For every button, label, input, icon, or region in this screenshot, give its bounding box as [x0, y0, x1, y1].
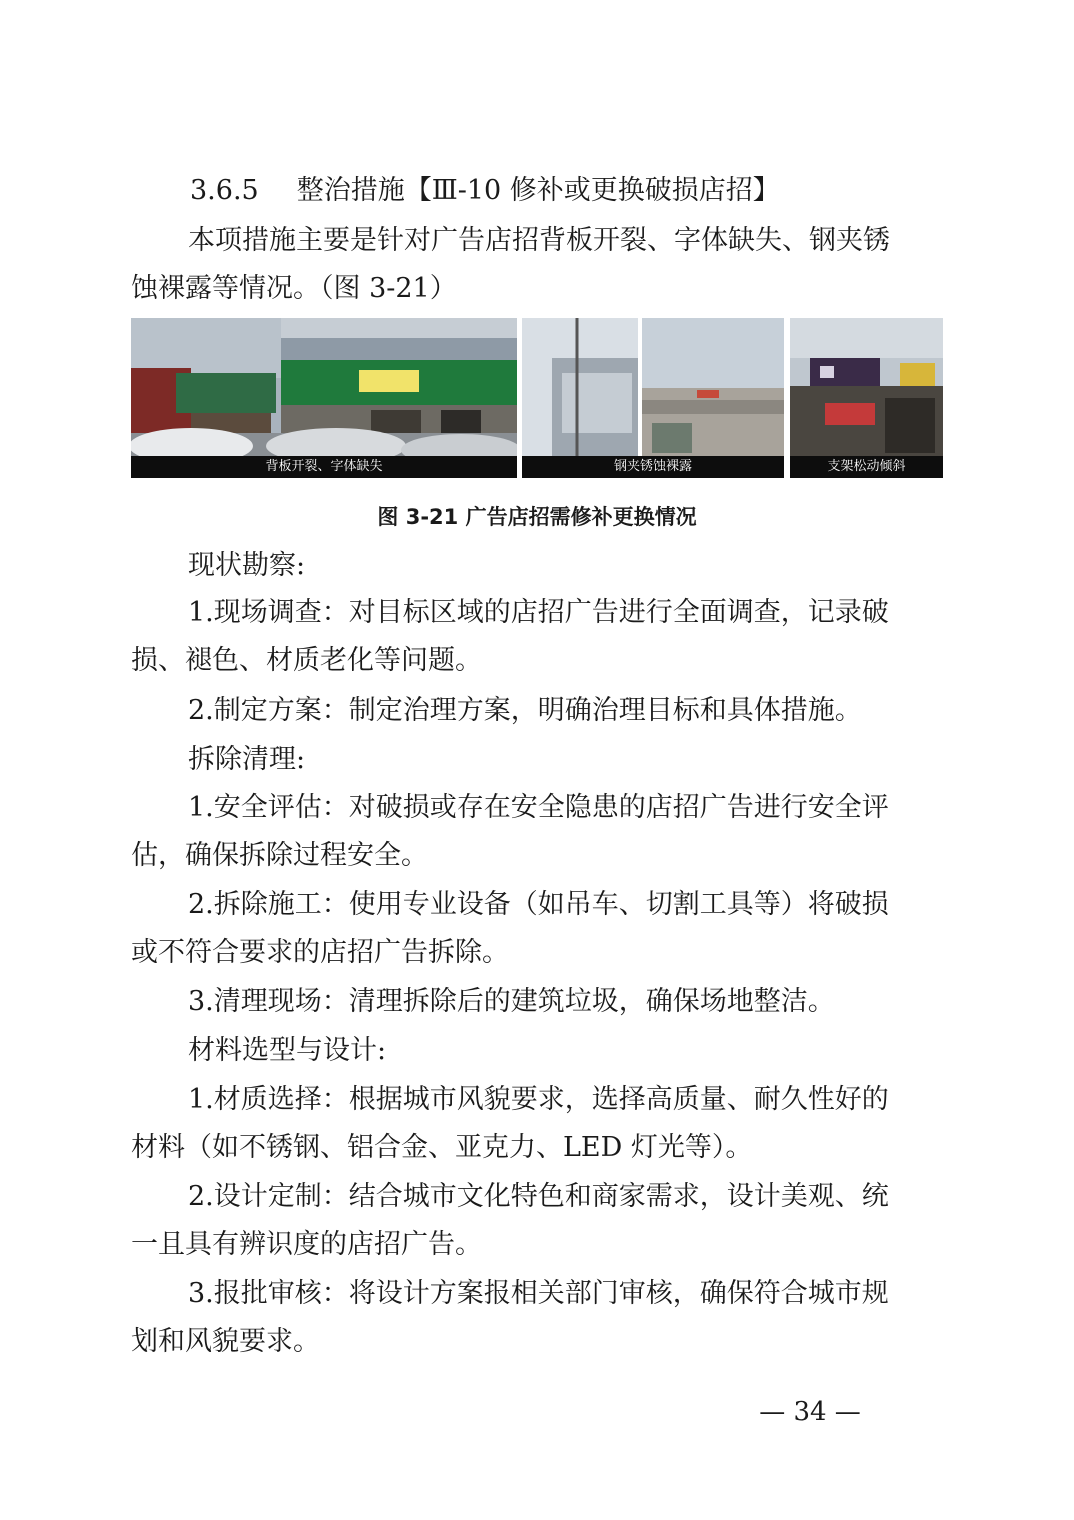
body-line: 损、褪色、材质老化等问题。 — [131, 645, 482, 676]
body-line: 1.现场调查：对目标区域的店招广告进行全面调查，记录破 — [188, 597, 889, 628]
body-line: 3.报批审核：将设计方案报相关部门审核，确保符合城市规 — [188, 1278, 889, 1309]
body-line: 拆除清理: — [188, 744, 306, 775]
section-heading — [190, 168, 780, 214]
body-line: 现状勘察: — [188, 550, 306, 581]
photo-strip — [131, 318, 943, 478]
body-line: 2.拆除施工：使用专业设备（如吊车、切割工具等）将破损 — [188, 889, 889, 920]
body-line: 1.安全评估：对破损或存在安全隐患的店招广告进行安全评 — [188, 792, 889, 823]
body-line: 一且具有辨识度的店招广告。 — [131, 1229, 482, 1260]
photo-rusty-clamp — [522, 318, 784, 478]
section-number: 3.6.5 — [190, 175, 259, 206]
body-line: 材料选型与设计: — [188, 1035, 387, 1066]
photo-caption: 背板开裂、字体缺失 — [131, 456, 517, 478]
photo-sign-image — [790, 318, 943, 478]
body-line: 或不符合要求的店招广告拆除。 — [131, 937, 509, 968]
body-line: 材料（如不锈钢、铝合金、亚克力、LED 灯光等）。 — [131, 1132, 753, 1163]
intro-line-1: 本项措施主要是针对广告店招背板开裂、字体缺失、钢夹锈 — [188, 225, 890, 256]
photo-caption: 钢夹锈蚀裸露 — [522, 456, 784, 478]
photo-building-image — [522, 318, 784, 478]
photo-loose-bracket — [790, 318, 943, 478]
page-number: — 34 — — [759, 1397, 861, 1427]
body-line: 估，确保拆除过程安全。 — [131, 840, 428, 871]
figure-caption: 图 3-21 广告店招需修补更换情况 — [377, 505, 697, 529]
body-line: 1.材质选择：根据城市风貌要求，选择高质量、耐久性好的 — [188, 1084, 889, 1115]
section-title: 整治措施【Ⅲ-10 修补或更换破损店招】 — [296, 175, 780, 206]
body-line: 3.清理现场：清理拆除后的建筑垃圾，确保场地整洁。 — [188, 986, 835, 1017]
body-line: 划和风貌要求。 — [131, 1326, 320, 1357]
body-line: 2.设计定制：结合城市文化特色和商家需求，设计美观、统 — [188, 1181, 889, 1212]
intro-line-2: 蚀裸露等情况。（图 3-21） — [131, 273, 457, 304]
photo-storefront-damaged — [131, 318, 517, 478]
photo-storefront-image — [131, 318, 517, 478]
photo-caption: 支架松动倾斜 — [790, 456, 943, 478]
body-line: 2.制定方案：制定治理方案，明确治理目标和具体措施。 — [188, 695, 862, 726]
